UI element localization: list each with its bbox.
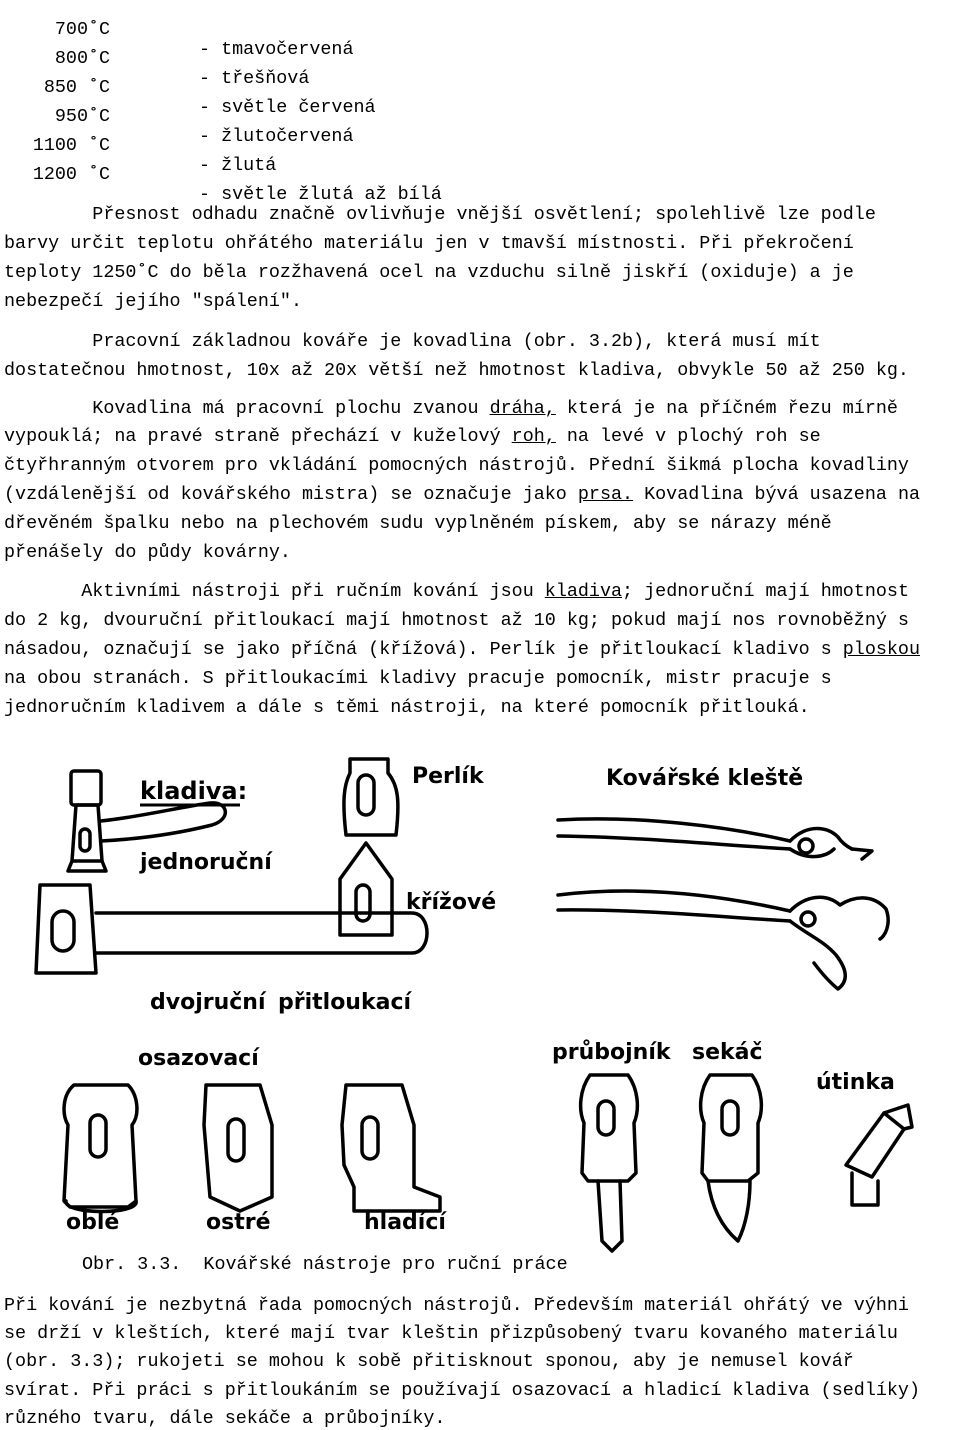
temperature-color: - světle žlutá až bílá	[199, 184, 442, 205]
paragraph-line: nebezpečí jejího "spálení".	[4, 291, 302, 312]
text-run: Kovadlina má pracovní plochu zvanou	[4, 398, 490, 419]
temperature-color: - žlutá	[199, 155, 277, 176]
label-pritloukaci: přitloukací	[278, 990, 412, 1015]
paragraph-line	[4, 485, 920, 505]
term-ploskou: ploskou	[842, 639, 921, 660]
paragraph-line: barvy určit teplotu ohřátého materiálu jen v tmavší místnosti. Při překročení	[4, 233, 854, 254]
temperature-color: - tmavočervená	[199, 39, 354, 60]
text-run: Aktivními nástroji při ručním kování jsou	[4, 581, 545, 602]
temperature-value: 950˚C	[54, 106, 111, 127]
term-draha: dráha,	[489, 398, 556, 419]
paragraph-line: se drží v kleštích, které mají tvar kleštin přizpůsobený tvaru kovaného materiálu	[4, 1323, 898, 1344]
text-run: Kovadlina bývá usazena na	[633, 484, 921, 505]
temperature-color: - světle červená	[199, 97, 376, 118]
label-krizove: křížové	[406, 890, 497, 915]
paragraph-line: do 2 kg, dvouruční přitloukací mají hmotnost až 10 kg; pokud mají nos rovnoběžný s	[4, 610, 909, 631]
term-roh: roh,	[511, 426, 556, 447]
paragraph-line	[4, 582, 909, 602]
paragraph-line: teploty 1250˚C do běla rozžhavená ocel na vzduchu silně jiskří (oxiduje) a je	[4, 262, 854, 283]
punch-drawing	[581, 1075, 638, 1251]
label-utinka: útinka	[816, 1070, 895, 1095]
blacksmith-tools-figure	[0, 745, 960, 1255]
text-run: na levé v plochý roh se	[555, 426, 821, 447]
label-hladici: hladící	[364, 1210, 446, 1235]
label-kladiva: kladiva:	[140, 777, 248, 805]
label-ostre: ostré	[206, 1210, 271, 1235]
label-sekac: sekáč	[692, 1040, 763, 1065]
temperature-value: 800˚C	[54, 48, 111, 69]
paragraph-line: Při kování je nezbytná řada pomocných nástrojů. Především materiál ohřátý ve výhni	[4, 1295, 909, 1316]
paragraph-line: (obr. 3.3); rukojeti se mohou k sobě přitisknout sponou, aby je nemusel kovář	[4, 1351, 854, 1372]
temperature-value: 1200 ˚C	[32, 164, 111, 185]
text-run: vypouklá; na pravé straně přechází v kuželový	[4, 426, 512, 447]
paragraph-line: jednoručním kladivem a dále s těmi nástroji, na které pomocník přitlouká.	[4, 697, 810, 718]
temperature-color: - žlutočervená	[199, 126, 354, 147]
paragraph-line: dřevěném špalku nebo na plechovém sudu vyplněném pískem, aby se nárazy méně	[4, 513, 832, 534]
hardy-cutter-drawing	[846, 1105, 912, 1205]
paragraph-line: přenášely do půdy kovárny.	[4, 542, 291, 563]
paragraph-line	[4, 399, 898, 419]
caption-text: Kovářské nástroje pro ruční práce	[203, 1254, 568, 1275]
figure-caption	[82, 1255, 568, 1275]
paragraph-line: svírat. Při práci s přitloukáním se používají osazovací a hladicí kladiva (sedlíky)	[4, 1380, 921, 1401]
temperature-value: 1100 ˚C	[32, 135, 111, 156]
text-run: ; jednoruční mají hmotnost	[622, 581, 909, 602]
text-run: (vzdálenější od kovářského mistra) se označuje jako	[4, 484, 578, 505]
temperature-color: - třešňová	[199, 68, 310, 89]
temperature-value: 700˚C	[54, 19, 111, 40]
paragraph-line	[4, 427, 821, 447]
term-prsa: prsa.	[577, 484, 634, 505]
label-oble: oblé	[66, 1210, 120, 1235]
paragraph-line: čtyřhranným otvorem pro vkládání pomocných nástrojů. Přední šikmá plocha kovadliny	[4, 455, 909, 476]
paragraph-line	[4, 640, 920, 660]
paragraph-line: na obou stranách. S přitloukacími kladivy pracuje pomocník, mistr pracuje s	[4, 668, 832, 689]
temperature-value: 850 ˚C	[43, 77, 111, 98]
cross-peen-hammer-drawing	[340, 843, 392, 935]
temperature-row	[0, 145, 960, 205]
text-run: násadou, označují se jako příčná (křížová). Perlík je přitloukací kladivo s	[4, 639, 843, 660]
tongs-drawing	[558, 819, 888, 989]
label-kovarske-kleste: Kovářské kleště	[606, 766, 804, 791]
label-perlik: Perlík	[412, 764, 484, 789]
paragraph-line: různého tvaru, dále sekáče a průbojníky.	[4, 1408, 446, 1429]
hladici-hammer-drawing	[342, 1085, 440, 1211]
paragraph-line: dostatečnou hmotnost, 10x až 20x větší než hmotnost kladiva, obvykle 50 až 250 kg.	[4, 360, 909, 381]
paragraph-line: Pracovní základnou kováře je kovadlina (obr. 3.2b), která musí mít	[4, 331, 821, 352]
text-run: která je na příčném řezu mírně	[555, 398, 898, 419]
chisel-drawing	[701, 1075, 762, 1241]
paragraph-line: Přesnost odhadu značně ovlivňuje vnější osvětlení; spolehlivě lze podle	[4, 204, 876, 225]
label-osazovaci: osazovací	[138, 1046, 259, 1071]
term-kladiva: kladiva	[544, 581, 623, 602]
oble-hammer-drawing	[64, 1085, 137, 1212]
caption-number: Obr. 3.3.	[82, 1254, 182, 1275]
ostre-hammer-drawing	[204, 1085, 272, 1211]
label-prubojnik: průbojník	[552, 1040, 671, 1065]
sledgehammer-drawing	[344, 759, 398, 835]
label-dvojrucni: dvojruční	[150, 990, 266, 1015]
label-jednorucni: jednoruční	[140, 850, 272, 875]
